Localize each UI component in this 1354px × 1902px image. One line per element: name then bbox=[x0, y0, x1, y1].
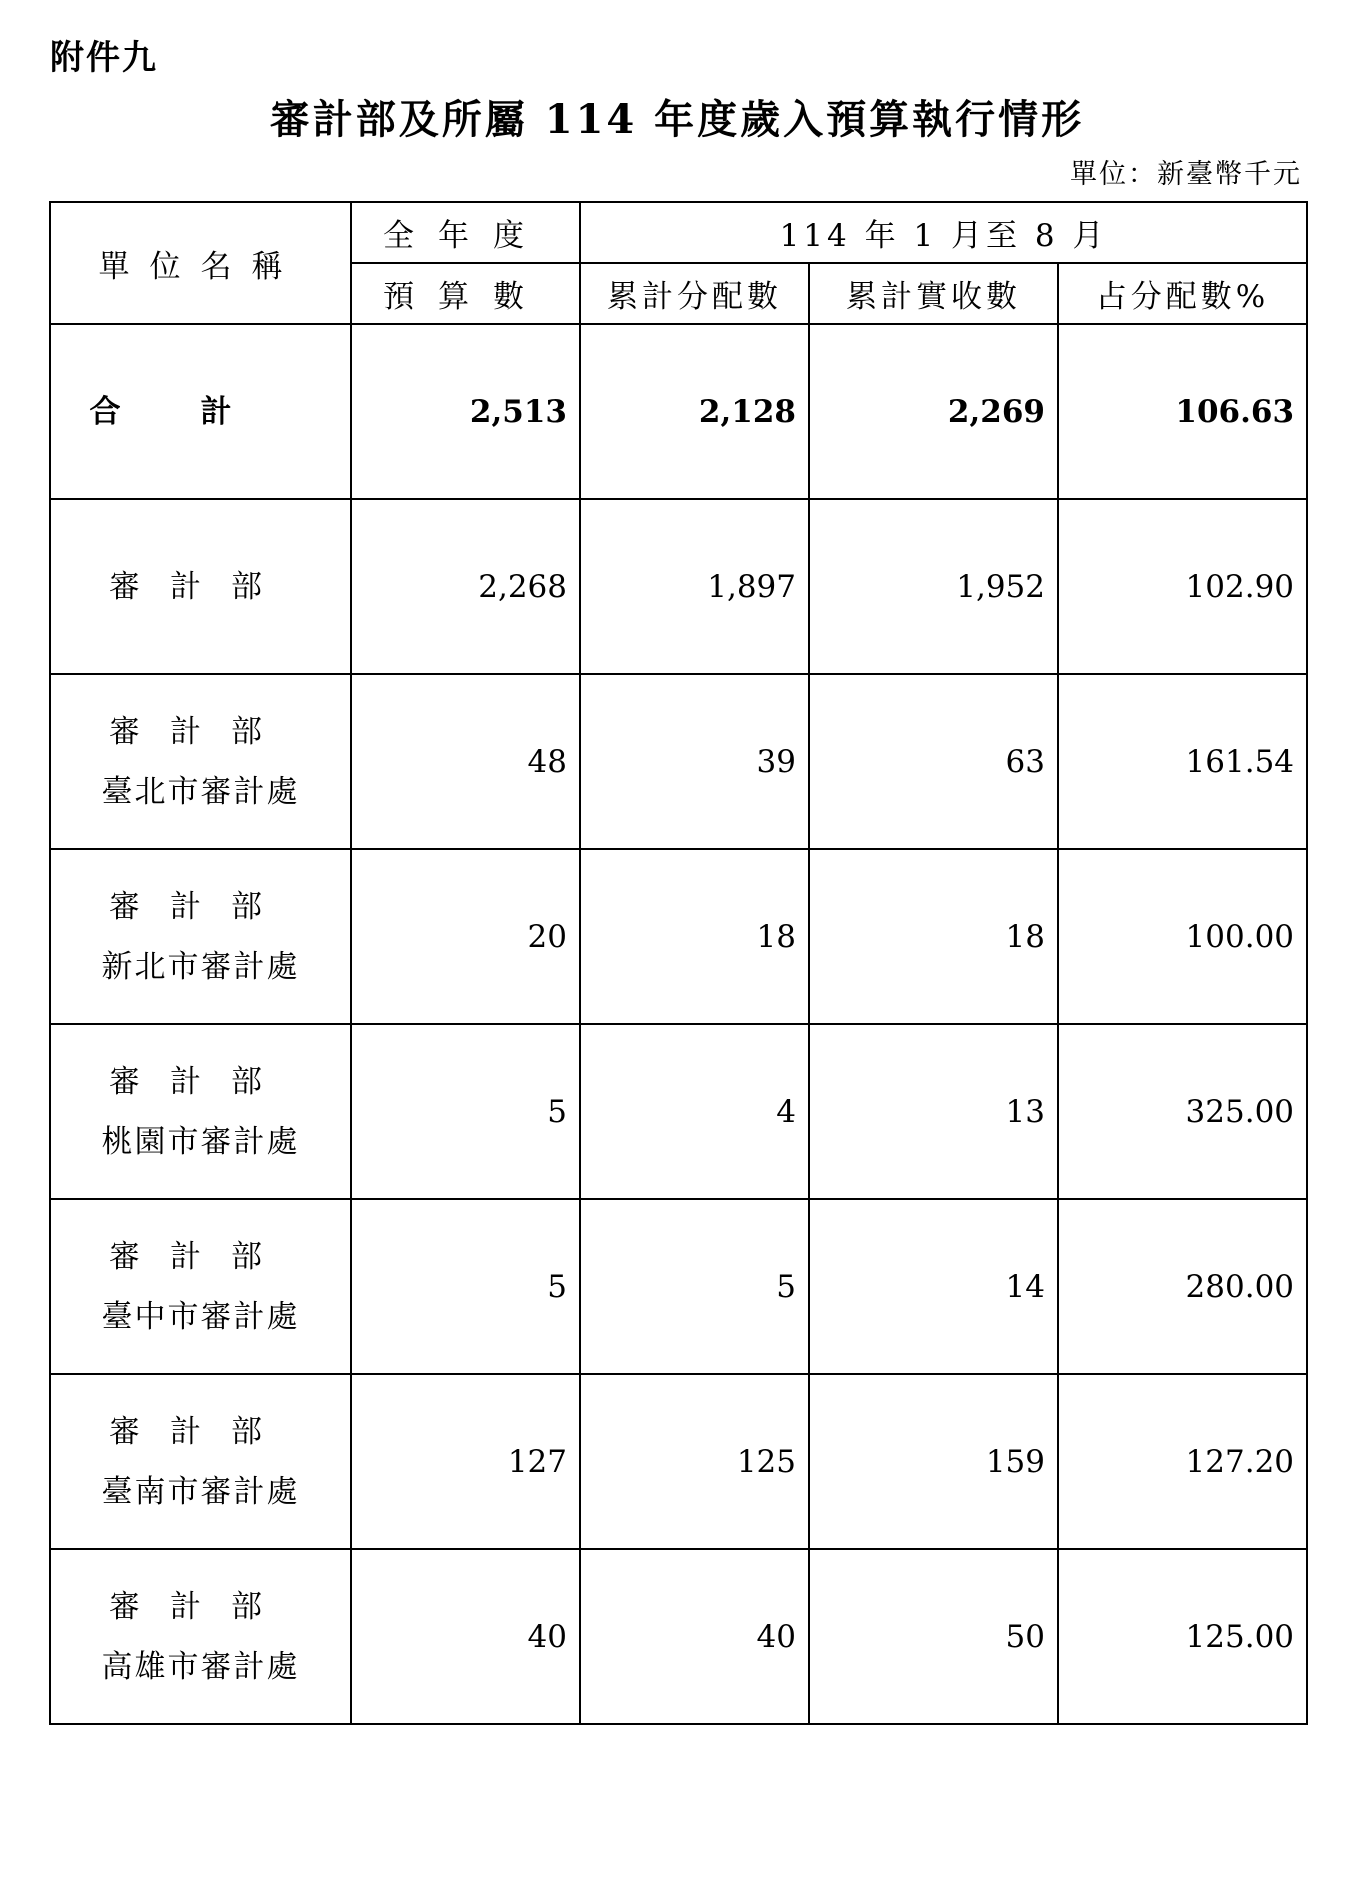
row-name-top: 審計部 bbox=[109, 1238, 292, 1275]
header-row-1 bbox=[50, 202, 1307, 263]
col-header-period: 114 年 1 月至 8 月 bbox=[580, 202, 1307, 263]
table-row bbox=[50, 674, 1307, 849]
col-header-annual-line1: 全年度 bbox=[351, 202, 580, 263]
row-percent: 102.90 bbox=[1058, 499, 1307, 674]
row-name-cell bbox=[50, 1199, 351, 1374]
row-annual: 20 bbox=[351, 849, 580, 1024]
row-name-cell bbox=[50, 1549, 351, 1724]
col-header-allocated: 累計分配數 bbox=[580, 263, 809, 324]
row-actual: 1,952 bbox=[809, 499, 1058, 674]
table-row bbox=[50, 499, 1307, 674]
row-percent: 127.20 bbox=[1058, 1374, 1307, 1549]
unit-label: 單位：新臺幣千元 bbox=[1070, 159, 1302, 190]
row-name-bottom: 臺南市審計處 bbox=[101, 1473, 300, 1510]
table-row bbox=[50, 1374, 1307, 1549]
row-name-top: 審計部 bbox=[109, 1413, 292, 1450]
total-actual: 2,269 bbox=[809, 324, 1058, 499]
row-percent: 325.00 bbox=[1058, 1024, 1307, 1199]
table-row bbox=[50, 1024, 1307, 1199]
total-name-cell bbox=[50, 324, 351, 499]
row-name-cell bbox=[50, 849, 351, 1024]
row-actual: 18 bbox=[809, 849, 1058, 1024]
budget-table bbox=[49, 201, 1308, 1725]
row-percent: 125.00 bbox=[1058, 1549, 1307, 1724]
row-name-top: 審計部 bbox=[109, 888, 292, 925]
row-actual: 13 bbox=[809, 1024, 1058, 1199]
col-header-percent: 占分配數% bbox=[1058, 263, 1307, 324]
table-row bbox=[50, 1549, 1307, 1724]
total-allocated: 2,128 bbox=[580, 324, 809, 499]
row-allocated: 5 bbox=[580, 1199, 809, 1374]
row-name-cell bbox=[50, 499, 351, 674]
row-name-top: 審計部 bbox=[109, 713, 292, 750]
total-annual: 2,513 bbox=[351, 324, 580, 499]
col-header-actual: 累計實收數 bbox=[809, 263, 1058, 324]
row-percent: 100.00 bbox=[1058, 849, 1307, 1024]
row-annual: 48 bbox=[351, 674, 580, 849]
total-row bbox=[50, 324, 1307, 499]
row-actual: 14 bbox=[809, 1199, 1058, 1374]
row-name-cell bbox=[50, 1374, 351, 1549]
row-allocated: 18 bbox=[580, 849, 809, 1024]
row-annual: 5 bbox=[351, 1199, 580, 1374]
total-name: 合計 bbox=[89, 393, 312, 430]
table-row bbox=[50, 1199, 1307, 1374]
row-actual: 63 bbox=[809, 674, 1058, 849]
col-header-name: 單位名稱 bbox=[50, 202, 351, 324]
row-allocated: 125 bbox=[580, 1374, 809, 1549]
row-actual: 159 bbox=[809, 1374, 1058, 1549]
row-allocated: 40 bbox=[580, 1549, 809, 1724]
row-name-bottom: 高雄市審計處 bbox=[101, 1648, 300, 1685]
row-allocated: 39 bbox=[580, 674, 809, 849]
row-name-bottom: 桃園市審計處 bbox=[101, 1123, 300, 1160]
row-percent: 161.54 bbox=[1058, 674, 1307, 849]
row-name-top: 審計部 bbox=[109, 1063, 292, 1100]
total-percent: 106.63 bbox=[1058, 324, 1307, 499]
row-annual: 5 bbox=[351, 1024, 580, 1199]
row-name-cell bbox=[50, 674, 351, 849]
table-row bbox=[50, 849, 1307, 1024]
row-name-bottom: 臺北市審計處 bbox=[101, 773, 300, 810]
row-allocated: 4 bbox=[580, 1024, 809, 1199]
row-name-bottom: 臺中市審計處 bbox=[101, 1298, 300, 1335]
row-annual: 127 bbox=[351, 1374, 580, 1549]
row-name-top: 審計部 bbox=[109, 568, 292, 605]
row-annual: 2,268 bbox=[351, 499, 580, 674]
row-name-bottom: 新北市審計處 bbox=[101, 948, 300, 985]
row-allocated: 1,897 bbox=[580, 499, 809, 674]
page-title: 審計部及所屬 114 年度歲入預算執行情形 bbox=[269, 96, 1085, 143]
row-percent: 280.00 bbox=[1058, 1199, 1307, 1374]
row-annual: 40 bbox=[351, 1549, 580, 1724]
attachment-label: 附件九 bbox=[50, 38, 158, 78]
col-header-annual-line2: 預算數 bbox=[351, 263, 580, 324]
row-name-top: 審計部 bbox=[109, 1588, 292, 1625]
row-name-cell bbox=[50, 1024, 351, 1199]
row-actual: 50 bbox=[809, 1549, 1058, 1724]
